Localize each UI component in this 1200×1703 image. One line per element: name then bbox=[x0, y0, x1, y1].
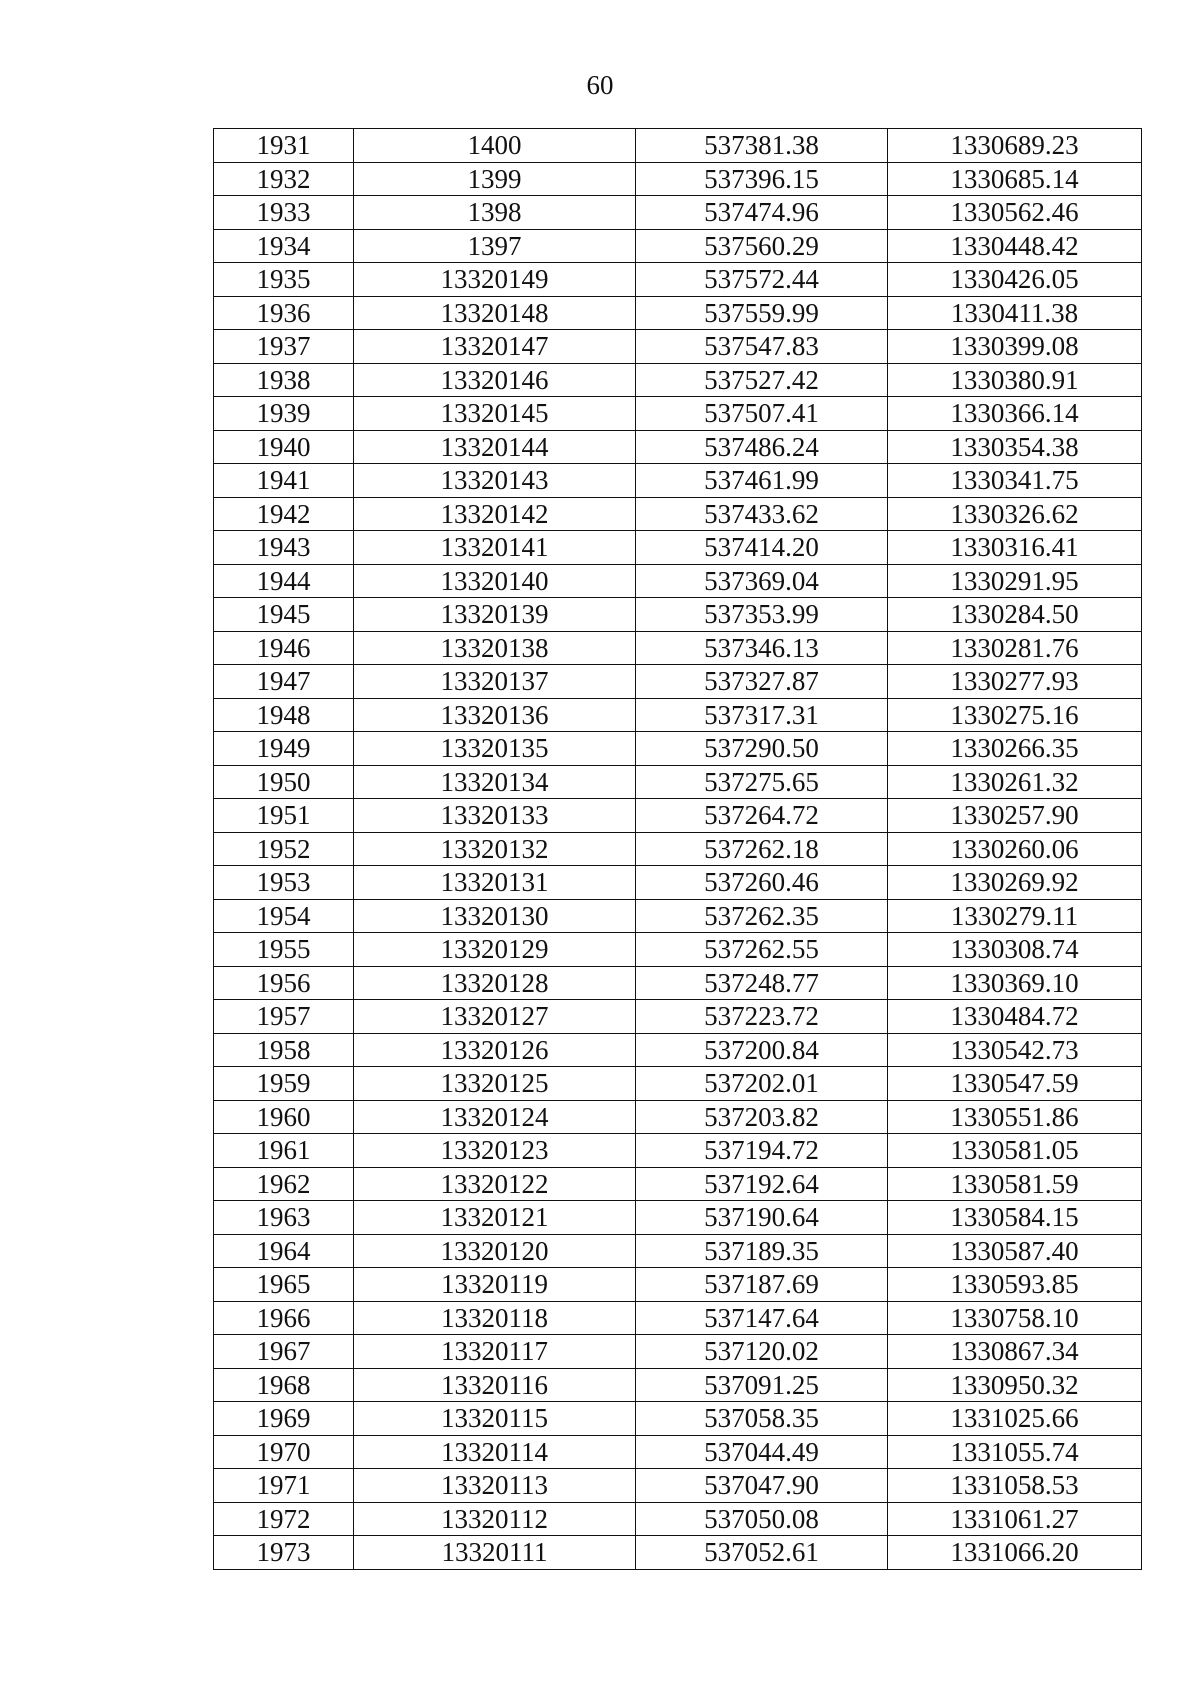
table-row bbox=[214, 832, 1142, 866]
table-row bbox=[214, 765, 1142, 799]
table-row bbox=[214, 397, 1142, 431]
x-coordinate-cell: 537050.08 bbox=[636, 1502, 888, 1536]
point-id-cell: 13320129 bbox=[354, 933, 636, 967]
point-id-cell: 13320114 bbox=[354, 1435, 636, 1469]
point-id-cell: 13320120 bbox=[354, 1234, 636, 1268]
y-coordinate-cell: 1331066.20 bbox=[888, 1536, 1142, 1570]
table-row bbox=[214, 933, 1142, 967]
y-coordinate-cell: 1330581.59 bbox=[888, 1167, 1142, 1201]
row-index-cell: 1960 bbox=[214, 1100, 354, 1134]
point-id-cell: 13320147 bbox=[354, 330, 636, 364]
y-coordinate-cell: 1330584.15 bbox=[888, 1201, 1142, 1235]
point-id-cell: 13320116 bbox=[354, 1368, 636, 1402]
x-coordinate-cell: 537194.72 bbox=[636, 1134, 888, 1168]
table-row bbox=[214, 1469, 1142, 1503]
point-id-cell: 13320134 bbox=[354, 765, 636, 799]
row-index-cell: 1941 bbox=[214, 464, 354, 498]
point-id-cell: 13320126 bbox=[354, 1033, 636, 1067]
y-coordinate-cell: 1330291.95 bbox=[888, 564, 1142, 598]
y-coordinate-cell: 1330275.16 bbox=[888, 698, 1142, 732]
row-index-cell: 1933 bbox=[214, 196, 354, 230]
table-row bbox=[214, 430, 1142, 464]
point-id-cell: 13320127 bbox=[354, 1000, 636, 1034]
row-index-cell: 1935 bbox=[214, 263, 354, 297]
y-coordinate-cell: 1330341.75 bbox=[888, 464, 1142, 498]
point-id-cell: 13320140 bbox=[354, 564, 636, 598]
x-coordinate-cell: 537262.18 bbox=[636, 832, 888, 866]
row-index-cell: 1943 bbox=[214, 531, 354, 565]
point-id-cell: 1400 bbox=[354, 129, 636, 163]
point-id-cell: 13320122 bbox=[354, 1167, 636, 1201]
y-coordinate-cell: 1330593.85 bbox=[888, 1268, 1142, 1302]
row-index-cell: 1950 bbox=[214, 765, 354, 799]
y-coordinate-cell: 1330316.41 bbox=[888, 531, 1142, 565]
coordinates-table bbox=[213, 128, 1142, 1570]
y-coordinate-cell: 1331058.53 bbox=[888, 1469, 1142, 1503]
y-coordinate-cell: 1330484.72 bbox=[888, 1000, 1142, 1034]
row-index-cell: 1953 bbox=[214, 866, 354, 900]
row-index-cell: 1946 bbox=[214, 631, 354, 665]
point-id-cell: 13320149 bbox=[354, 263, 636, 297]
table-row bbox=[214, 866, 1142, 900]
table-row bbox=[214, 665, 1142, 699]
x-coordinate-cell: 537189.35 bbox=[636, 1234, 888, 1268]
y-coordinate-cell: 1330542.73 bbox=[888, 1033, 1142, 1067]
table-row bbox=[214, 1033, 1142, 1067]
table-row bbox=[214, 1268, 1142, 1302]
table-row bbox=[214, 330, 1142, 364]
y-coordinate-cell: 1330547.59 bbox=[888, 1067, 1142, 1101]
row-index-cell: 1945 bbox=[214, 598, 354, 632]
x-coordinate-cell: 537547.83 bbox=[636, 330, 888, 364]
table-row bbox=[214, 129, 1142, 163]
table-row bbox=[214, 1134, 1142, 1168]
y-coordinate-cell: 1330279.11 bbox=[888, 899, 1142, 933]
x-coordinate-cell: 537192.64 bbox=[636, 1167, 888, 1201]
y-coordinate-cell: 1330366.14 bbox=[888, 397, 1142, 431]
point-id-cell: 13320113 bbox=[354, 1469, 636, 1503]
table-row bbox=[214, 531, 1142, 565]
point-id-cell: 13320132 bbox=[354, 832, 636, 866]
row-index-cell: 1958 bbox=[214, 1033, 354, 1067]
row-index-cell: 1964 bbox=[214, 1234, 354, 1268]
row-index-cell: 1934 bbox=[214, 229, 354, 263]
point-id-cell: 13320121 bbox=[354, 1201, 636, 1235]
x-coordinate-cell: 537396.15 bbox=[636, 162, 888, 196]
point-id-cell: 13320138 bbox=[354, 631, 636, 665]
table-row bbox=[214, 1368, 1142, 1402]
y-coordinate-cell: 1330260.06 bbox=[888, 832, 1142, 866]
row-index-cell: 1955 bbox=[214, 933, 354, 967]
point-id-cell: 13320131 bbox=[354, 866, 636, 900]
row-index-cell: 1932 bbox=[214, 162, 354, 196]
table-row bbox=[214, 698, 1142, 732]
point-id-cell: 13320115 bbox=[354, 1402, 636, 1436]
row-index-cell: 1940 bbox=[214, 430, 354, 464]
y-coordinate-cell: 1330562.46 bbox=[888, 196, 1142, 230]
point-id-cell: 13320145 bbox=[354, 397, 636, 431]
table-row bbox=[214, 1234, 1142, 1268]
point-id-cell: 13320142 bbox=[354, 497, 636, 531]
point-id-cell: 13320128 bbox=[354, 966, 636, 1000]
row-index-cell: 1944 bbox=[214, 564, 354, 598]
x-coordinate-cell: 537559.99 bbox=[636, 296, 888, 330]
y-coordinate-cell: 1330685.14 bbox=[888, 162, 1142, 196]
point-id-cell: 13320137 bbox=[354, 665, 636, 699]
table-row bbox=[214, 162, 1142, 196]
table-row bbox=[214, 464, 1142, 498]
x-coordinate-cell: 537527.42 bbox=[636, 363, 888, 397]
table-row bbox=[214, 196, 1142, 230]
x-coordinate-cell: 537058.35 bbox=[636, 1402, 888, 1436]
x-coordinate-cell: 537461.99 bbox=[636, 464, 888, 498]
row-index-cell: 1952 bbox=[214, 832, 354, 866]
table-row bbox=[214, 1536, 1142, 1570]
x-coordinate-cell: 537248.77 bbox=[636, 966, 888, 1000]
y-coordinate-cell: 1330867.34 bbox=[888, 1335, 1142, 1369]
table-row bbox=[214, 497, 1142, 531]
x-coordinate-cell: 537262.35 bbox=[636, 899, 888, 933]
point-id-cell: 13320141 bbox=[354, 531, 636, 565]
row-index-cell: 1938 bbox=[214, 363, 354, 397]
y-coordinate-cell: 1331061.27 bbox=[888, 1502, 1142, 1536]
row-index-cell: 1965 bbox=[214, 1268, 354, 1302]
x-coordinate-cell: 537264.72 bbox=[636, 799, 888, 833]
row-index-cell: 1970 bbox=[214, 1435, 354, 1469]
y-coordinate-cell: 1330581.05 bbox=[888, 1134, 1142, 1168]
y-coordinate-cell: 1331025.66 bbox=[888, 1402, 1142, 1436]
y-coordinate-cell: 1330587.40 bbox=[888, 1234, 1142, 1268]
row-index-cell: 1961 bbox=[214, 1134, 354, 1168]
table-row bbox=[214, 1402, 1142, 1436]
point-id-cell: 13320117 bbox=[354, 1335, 636, 1369]
table-row bbox=[214, 1502, 1142, 1536]
point-id-cell: 13320146 bbox=[354, 363, 636, 397]
table-row bbox=[214, 229, 1142, 263]
point-id-cell: 13320111 bbox=[354, 1536, 636, 1570]
y-coordinate-cell: 1330354.38 bbox=[888, 430, 1142, 464]
x-coordinate-cell: 537147.64 bbox=[636, 1301, 888, 1335]
row-index-cell: 1937 bbox=[214, 330, 354, 364]
x-coordinate-cell: 537507.41 bbox=[636, 397, 888, 431]
table-row bbox=[214, 564, 1142, 598]
y-coordinate-cell: 1330448.42 bbox=[888, 229, 1142, 263]
x-coordinate-cell: 537223.72 bbox=[636, 1000, 888, 1034]
x-coordinate-cell: 537200.84 bbox=[636, 1033, 888, 1067]
row-index-cell: 1936 bbox=[214, 296, 354, 330]
x-coordinate-cell: 537346.13 bbox=[636, 631, 888, 665]
x-coordinate-cell: 537560.29 bbox=[636, 229, 888, 263]
x-coordinate-cell: 537474.96 bbox=[636, 196, 888, 230]
point-id-cell: 13320119 bbox=[354, 1268, 636, 1302]
table-row bbox=[214, 1067, 1142, 1101]
row-index-cell: 1939 bbox=[214, 397, 354, 431]
x-coordinate-cell: 537047.90 bbox=[636, 1469, 888, 1503]
x-coordinate-cell: 537369.04 bbox=[636, 564, 888, 598]
row-index-cell: 1971 bbox=[214, 1469, 354, 1503]
y-coordinate-cell: 1330689.23 bbox=[888, 129, 1142, 163]
table-row bbox=[214, 598, 1142, 632]
page-number: 60 bbox=[586, 70, 614, 100]
y-coordinate-cell: 1330269.92 bbox=[888, 866, 1142, 900]
x-coordinate-cell: 537052.61 bbox=[636, 1536, 888, 1570]
y-coordinate-cell: 1330261.32 bbox=[888, 765, 1142, 799]
row-index-cell: 1948 bbox=[214, 698, 354, 732]
row-index-cell: 1942 bbox=[214, 497, 354, 531]
table-row bbox=[214, 296, 1142, 330]
row-index-cell: 1963 bbox=[214, 1201, 354, 1235]
point-id-cell: 13320112 bbox=[354, 1502, 636, 1536]
row-index-cell: 1947 bbox=[214, 665, 354, 699]
y-coordinate-cell: 1330277.93 bbox=[888, 665, 1142, 699]
y-coordinate-cell: 1330426.05 bbox=[888, 263, 1142, 297]
y-coordinate-cell: 1330369.10 bbox=[888, 966, 1142, 1000]
row-index-cell: 1968 bbox=[214, 1368, 354, 1402]
x-coordinate-cell: 537572.44 bbox=[636, 263, 888, 297]
point-id-cell: 13320118 bbox=[354, 1301, 636, 1335]
y-coordinate-cell: 1330266.35 bbox=[888, 732, 1142, 766]
table-row bbox=[214, 1201, 1142, 1235]
row-index-cell: 1959 bbox=[214, 1067, 354, 1101]
x-coordinate-cell: 537203.82 bbox=[636, 1100, 888, 1134]
row-index-cell: 1969 bbox=[214, 1402, 354, 1436]
y-coordinate-cell: 1330326.62 bbox=[888, 497, 1142, 531]
point-id-cell: 1398 bbox=[354, 196, 636, 230]
y-coordinate-cell: 1331055.74 bbox=[888, 1435, 1142, 1469]
x-coordinate-cell: 537190.64 bbox=[636, 1201, 888, 1235]
point-id-cell: 13320130 bbox=[354, 899, 636, 933]
x-coordinate-cell: 537120.02 bbox=[636, 1335, 888, 1369]
x-coordinate-cell: 537317.31 bbox=[636, 698, 888, 732]
x-coordinate-cell: 537433.62 bbox=[636, 497, 888, 531]
table-row bbox=[214, 631, 1142, 665]
x-coordinate-cell: 537353.99 bbox=[636, 598, 888, 632]
x-coordinate-cell: 537044.49 bbox=[636, 1435, 888, 1469]
table-row bbox=[214, 799, 1142, 833]
point-id-cell: 13320144 bbox=[354, 430, 636, 464]
x-coordinate-cell: 537275.65 bbox=[636, 765, 888, 799]
point-id-cell: 1399 bbox=[354, 162, 636, 196]
x-coordinate-cell: 537202.01 bbox=[636, 1067, 888, 1101]
y-coordinate-cell: 1330758.10 bbox=[888, 1301, 1142, 1335]
table-row bbox=[214, 1435, 1142, 1469]
point-id-cell: 13320123 bbox=[354, 1134, 636, 1168]
point-id-cell: 13320125 bbox=[354, 1067, 636, 1101]
row-index-cell: 1962 bbox=[214, 1167, 354, 1201]
row-index-cell: 1931 bbox=[214, 129, 354, 163]
y-coordinate-cell: 1330281.76 bbox=[888, 631, 1142, 665]
table-row bbox=[214, 1000, 1142, 1034]
row-index-cell: 1972 bbox=[214, 1502, 354, 1536]
x-coordinate-cell: 537260.46 bbox=[636, 866, 888, 900]
row-index-cell: 1957 bbox=[214, 1000, 354, 1034]
point-id-cell: 13320143 bbox=[354, 464, 636, 498]
y-coordinate-cell: 1330380.91 bbox=[888, 363, 1142, 397]
table-row bbox=[214, 732, 1142, 766]
x-coordinate-cell: 537091.25 bbox=[636, 1368, 888, 1402]
table-row bbox=[214, 966, 1142, 1000]
row-index-cell: 1967 bbox=[214, 1335, 354, 1369]
table-row bbox=[214, 1167, 1142, 1201]
y-coordinate-cell: 1330950.32 bbox=[888, 1368, 1142, 1402]
y-coordinate-cell: 1330411.38 bbox=[888, 296, 1142, 330]
table-row bbox=[214, 1301, 1142, 1335]
table-row bbox=[214, 263, 1142, 297]
x-coordinate-cell: 537262.55 bbox=[636, 933, 888, 967]
y-coordinate-cell: 1330551.86 bbox=[888, 1100, 1142, 1134]
row-index-cell: 1973 bbox=[214, 1536, 354, 1570]
row-index-cell: 1951 bbox=[214, 799, 354, 833]
y-coordinate-cell: 1330257.90 bbox=[888, 799, 1142, 833]
table-row bbox=[214, 363, 1142, 397]
y-coordinate-cell: 1330284.50 bbox=[888, 598, 1142, 632]
table-row bbox=[214, 899, 1142, 933]
table-body bbox=[214, 129, 1142, 1570]
point-id-cell: 13320136 bbox=[354, 698, 636, 732]
point-id-cell: 13320124 bbox=[354, 1100, 636, 1134]
x-coordinate-cell: 537414.20 bbox=[636, 531, 888, 565]
x-coordinate-cell: 537290.50 bbox=[636, 732, 888, 766]
point-id-cell: 13320148 bbox=[354, 296, 636, 330]
row-index-cell: 1966 bbox=[214, 1301, 354, 1335]
point-id-cell: 13320135 bbox=[354, 732, 636, 766]
x-coordinate-cell: 537381.38 bbox=[636, 129, 888, 163]
row-index-cell: 1949 bbox=[214, 732, 354, 766]
y-coordinate-cell: 1330308.74 bbox=[888, 933, 1142, 967]
table-row bbox=[214, 1100, 1142, 1134]
x-coordinate-cell: 537327.87 bbox=[636, 665, 888, 699]
point-id-cell: 1397 bbox=[354, 229, 636, 263]
row-index-cell: 1954 bbox=[214, 899, 354, 933]
point-id-cell: 13320133 bbox=[354, 799, 636, 833]
x-coordinate-cell: 537486.24 bbox=[636, 430, 888, 464]
x-coordinate-cell: 537187.69 bbox=[636, 1268, 888, 1302]
row-index-cell: 1956 bbox=[214, 966, 354, 1000]
y-coordinate-cell: 1330399.08 bbox=[888, 330, 1142, 364]
table-row bbox=[214, 1335, 1142, 1369]
point-id-cell: 13320139 bbox=[354, 598, 636, 632]
